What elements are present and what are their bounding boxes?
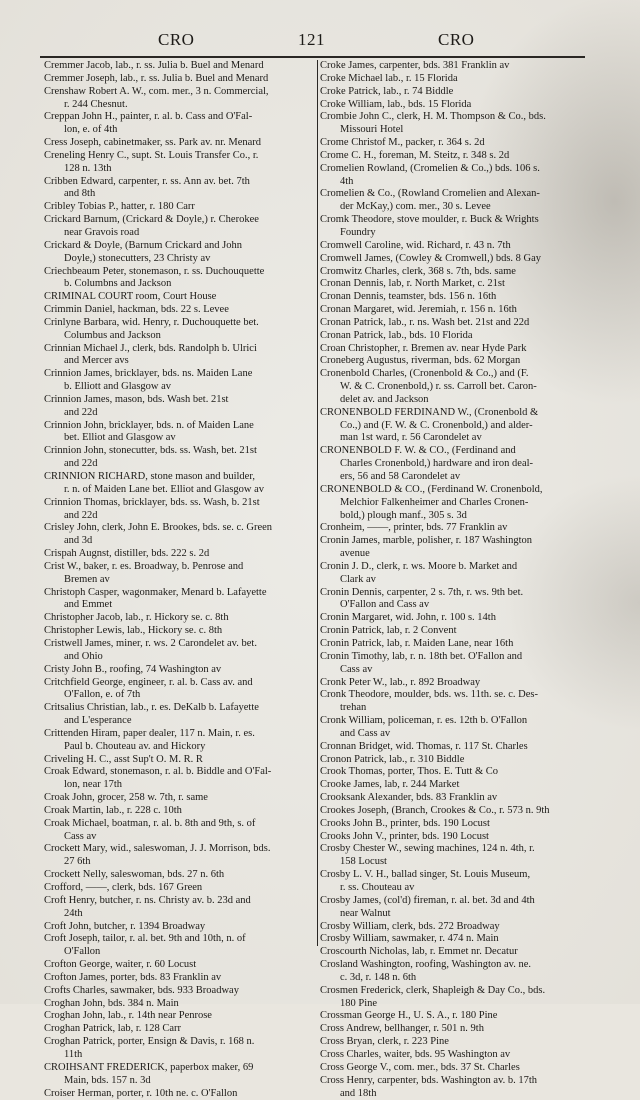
entry-continuation-line: lon, e. of 4th [44,124,117,137]
entry-line: Crossman George H., U. S. A., r. 180 Pine [320,1010,497,1023]
directory-entry [44,368,314,394]
directory-entry [320,754,596,767]
entry-line: Crickard & Doyle, (Barnum Crickard and John [44,240,242,253]
directory-entry [320,266,596,279]
directory-entry [320,921,596,934]
directory-entry [320,1062,596,1075]
directory-entry [320,304,596,317]
directory-entry [320,1049,596,1062]
entry-line: Croan Christopher, r. Bremen av. near Hyde Park [320,343,527,356]
entry-line: Crosby William, sawmaker, r. 474 n. Main [320,933,499,946]
entry-continuation-line: c. 3d, r. 148 n. 6th [320,972,416,985]
entry-line: Crockett Mary, wid., saleswoman, J. J. Morrison, bds. [44,843,271,856]
entry-line: Crosby William, clerk, bds. 272 Broadway [320,921,500,934]
directory-entry [44,497,314,523]
directory-entry [44,420,314,446]
directory-entry [44,1036,314,1062]
directory-entry [44,677,314,703]
entry-continuation-line: Columbus and Jackson [44,330,161,343]
entry-continuation-line: Melchior Falkenheimer and Charles Cronen- [320,497,528,510]
entry-line: Cronenbold Charles, (Cronenbold & Co.,) and (F. [320,368,529,381]
directory-entry [44,625,314,638]
entry-line: Croak Edward, stonemason, r. al. b. Biddle and O'Fal- [44,766,271,779]
directory-entry [44,394,314,420]
entry-line: Crimmin Daniel, hackman, bds. 22 s. Levee [44,304,229,317]
entry-line: Critsalius Christian, lab., r. es. DeKalb b. Lafayette [44,702,259,715]
directory-entry [44,73,314,86]
directory-entry [320,317,596,330]
entry-line: Cronk Peter W., lab., r. 892 Broadway [320,677,480,690]
entry-line: Crosby L. V. H., ballad singer, St. Louis Museum, [320,869,530,882]
directory-entry [44,150,314,176]
directory-entry [44,176,314,202]
directory-entry [320,253,596,266]
entry-line: Crinlyne Barbara, wid. Henry, r. Duchouquette bet. [44,317,259,330]
entry-line: Croak John, grocer, 258 w. 7th, r. same [44,792,208,805]
entry-line: CRONENBOLD FERDINAND W., (Cronenbold & [320,407,538,420]
directory-entry [44,985,314,998]
directory-entry [44,998,314,1011]
entry-line: Crome C. H., foreman, M. Steitz, r. 348 s. 2d [320,150,509,163]
entry-line: Crofford, ——, clerk, bds. 167 Green [44,882,202,895]
entry-line: Cromk Theodore, stove moulder, r. Buck & Wrights [320,214,539,227]
entry-continuation-line: and 22d [44,407,98,420]
entry-line: Cronk William, policeman, r. es. 12th b. O'Fallon [320,715,527,728]
entry-line: Cross Henry, carpenter, bds. Washington av. b. 17th [320,1075,537,1088]
entry-continuation-line: near Gravois road [44,227,139,240]
entry-continuation-line: 24th [44,908,83,921]
directory-entry [44,304,314,317]
entry-line: Cronan Dennis, lab, r. North Market, c. 21st [320,278,505,291]
directory-entry [44,1062,314,1088]
entry-line: Christopher Lewis, lab., Hickory se. c. 8th [44,625,222,638]
entry-line: Croke Patrick, lab., r. 74 Biddle [320,86,453,99]
entry-line: Crosby James, (col'd) fireman, r. al. bet. 3d and 4th [320,895,535,908]
directory-entry [320,625,596,638]
entry-continuation-line: Foundry [320,227,376,240]
entry-line: Crooke James, lab, r. 244 Market [320,779,459,792]
directory-entry [320,368,596,407]
directory-entry [44,1010,314,1023]
directory-entry [320,715,596,741]
directory-entry [320,677,596,690]
entry-continuation-line: and Mercer avs [44,355,129,368]
entry-line: Croghan John, bds. 384 n. Main [44,998,179,1011]
entry-continuation-line: Clark av [320,574,376,587]
entry-line: Croghan Patrick, porter, Ensign & Davis, r. 168 n. [44,1036,254,1049]
entry-continuation-line: trehan [320,702,366,715]
directory-entry [320,240,596,253]
entry-line: Cribley Tobias P., hatter, r. 180 Carr [44,201,195,214]
entry-continuation-line: Co.,) and (F. W. & C. Cronenbold,) and alder- [320,420,533,433]
directory-entry [44,869,314,882]
directory-entry [320,1075,596,1100]
entry-line: Cross Charles, waiter, bds. 95 Washington av [320,1049,510,1062]
entry-continuation-line: 4th [320,176,353,189]
directory-entry [44,471,314,497]
directory-entry [320,612,596,625]
entry-line: Cremmer Joseph, lab., r. ss. Julia b. Buel and Menard [44,73,268,86]
entry-line: Christopher Jacob, lab., r. Hickory se. c. 8th [44,612,229,625]
directory-entry [44,972,314,985]
directory-entry [320,831,596,844]
entry-continuation-line: b. Columbns and Jackson [44,278,171,291]
directory-entry [44,445,314,471]
entry-line: Crofton George, waiter, r. 60 Locust [44,959,196,972]
directory-entry [320,638,596,651]
entry-continuation-line: 27 6th [44,856,91,869]
entry-line: Croke Michael lab., r. 15 Florida [320,73,458,86]
directory-entry [44,638,314,664]
entry-continuation-line: bold,) plough manf., 305 s. 3d [320,510,467,523]
entry-line: Croscourth Nicholas, lab, r. Emmet nr. Decatur [320,946,518,959]
entry-continuation-line: and Ohio [44,651,103,664]
entry-line: Crinnian Michael J., clerk, bds. Randolph b. Ulrici [44,343,257,356]
directory-entry [44,754,314,767]
entry-line: Cronan Patrick, lab., r. ns. Wash bet. 21st and 22d [320,317,529,330]
entry-line: Cronan Margaret, wid. Jeremiah, r. 156 n. 16th [320,304,517,317]
entry-line: Crooksank Alexander, bds. 83 Franklin av [320,792,497,805]
right-guide-word: CRO [438,30,474,50]
directory-entry [320,73,596,86]
directory-entry [44,805,314,818]
entry-continuation-line: Cass av [320,664,372,677]
entry-line: Crisley John, clerk, John E. Brookes, bds. se. c. Green [44,522,272,535]
directory-entry [44,317,314,343]
entry-continuation-line: and Cass av [320,728,390,741]
directory-entry [320,651,596,677]
entry-continuation-line: and L'esperance [44,715,131,728]
entry-line: Crist W., baker, r. es. Broadway, b. Penrose and [44,561,243,574]
directory-entry [320,137,596,150]
entry-line: CROIHSANT FREDERICK, paperbox maker, 69 [44,1062,253,1075]
entry-line: Croneberg Augustus, riverman, bds. 62 Morgan [320,355,520,368]
directory-entry [44,201,314,214]
entry-line: Crosmen Frederick, clerk, Shapleigh & Day Co., bds. [320,985,545,998]
header-rule [40,56,585,58]
entry-line: Croke William, lab., bds. 15 Florida [320,99,471,112]
directory-entry [44,921,314,934]
entry-continuation-line: 11th [44,1049,82,1062]
directory-entry [320,343,596,356]
entry-continuation-line: and 3d [44,535,92,548]
entry-line: CRIMINAL COURT room, Court House [44,291,216,304]
directory-entry [320,330,596,343]
entry-line: Cromelien & Co., (Rowland Cromelien and Alexan- [320,188,540,201]
directory-entry [44,240,314,266]
directory-entry [44,137,314,150]
entry-line: Crinnion John, stonecutter, bds. ss. Wash, bet. 21st [44,445,257,458]
directory-entry [320,741,596,754]
entry-line: Cress Joseph, cabinetmaker, ss. Park av. nr. Menard [44,137,261,150]
directory-entry [44,702,314,728]
entry-line: Croiser Herman, porter, r. 10th ne. c. O'Fallon [44,1088,237,1100]
entry-continuation-line: bet. Elliot and Glasgow av [44,432,176,445]
entry-line: Cronin Patrick, lab, r. Maiden Lane, near 16th [320,638,513,651]
entry-line: Crofton James, porter, bds. 83 Franklin av [44,972,221,985]
entry-continuation-line: b. Elliott and Glasgow av [44,381,171,394]
directory-entry [44,214,314,240]
entry-continuation-line: r. n. of Maiden Lane bet. Elliot and Glasgow av [44,484,264,497]
directory-entry [320,150,596,163]
directory-entry [44,291,314,304]
entry-continuation-line: and 22d [44,510,98,523]
entry-continuation-line: O'Fallon, e. of 7th [44,689,140,702]
directory-entry [320,869,596,895]
entry-line: Crosland Washington, roofing, Washington av. ne. [320,959,531,972]
entry-line: Cronin J. D., clerk, r. ws. Moore b. Market and [320,561,517,574]
entry-continuation-line: Bremen av [44,574,110,587]
entry-line: Croft John, butcher, r. 1394 Broadway [44,921,205,934]
directory-entry [44,266,314,292]
entry-continuation-line: lon, near 17th [44,779,122,792]
entry-line: Cronan Patrick, lab., bds. 10 Florida [320,330,473,343]
directory-entry [320,1023,596,1036]
entry-line: Cronin Timothy, lab, r. n. 18th bet. O'Fallon and [320,651,522,664]
directory-entry [44,933,314,959]
directory-entry [320,689,596,715]
entry-line: Cronnan Bridget, wid. Thomas, r. 117 St. Charles [320,741,528,754]
entry-line: Cronon Patrick, lab., r. 310 Biddle [320,754,464,767]
directory-entry [320,1036,596,1049]
entry-continuation-line: Doyle,) stonecutters, 23 Christy av [44,253,210,266]
entry-continuation-line: and 18th [320,1088,376,1100]
entry-line: Cristy John B., roofing, 74 Washington av [44,664,221,677]
directory-entry [320,163,596,189]
directory-entry [320,484,596,523]
entry-continuation-line: Main, bds. 157 n. 3d [44,1075,151,1088]
entry-line: Criveling H. C., asst Sup't O. M. R. R [44,754,203,767]
entry-continuation-line: r. ss. Chouteau av [320,882,414,895]
entry-line: Croak Martin, lab., r. 228 c. 10th [44,805,182,818]
entry-line: Crenshaw Robert A. W., com. mer., 3 n. Commercial, [44,86,269,99]
entry-line: Cromwitz Charles, clerk, 368 s. 7th, bds. same [320,266,516,279]
directory-entry [320,60,596,73]
entry-line: Crinnion John, bricklayer, bds. n. of Maiden Lane [44,420,254,433]
directory-entry [44,522,314,548]
left-guide-word: CRO [158,30,194,50]
directory-entry [44,86,314,112]
entry-line: Crinnion Thomas, bricklayer, bds. ss. Wash, b. 21st [44,497,260,510]
entry-continuation-line: and 8th [44,188,95,201]
entry-line: Crookes Joseph, (Branch, Crookes & Co., r. 573 n. 9th [320,805,550,818]
directory-entry [320,1010,596,1023]
directory-entry [320,291,596,304]
entry-line: Cromelien Rowland, (Cromelien & Co.,) bds. 106 s. [320,163,540,176]
entry-continuation-line: Cass av [44,831,96,844]
directory-entry [320,587,596,613]
entry-line: Crofts Charles, sawmaker, bds. 933 Broadway [44,985,239,998]
directory-entry [44,1023,314,1036]
entry-line: Croft Joseph, tailor, r. al. bet. 9th and 10th, n. of [44,933,246,946]
directory-entry [44,111,314,137]
entry-line: Crinnion James, mason, bds. Wash bet. 21st [44,394,228,407]
entry-line: Cronan Dennis, teamster, bds. 156 n. 16th [320,291,496,304]
entry-line: Cromwell James, (Cowley & Cromwell,) bds. 8 Gay [320,253,541,266]
entry-line: Croke James, carpenter, bds. 381 Franklin av [320,60,509,73]
entry-line: Crooks John V., printer, bds. 190 Locust [320,831,489,844]
directory-entry [320,933,596,946]
directory-entry [320,561,596,587]
entry-line: Cromwell Caroline, wid. Richard, r. 43 n. 7th [320,240,511,253]
right-column [320,60,596,1100]
directory-entry [44,343,314,369]
directory-entry [320,445,596,484]
entry-continuation-line: Paul b. Chouteau av. and Hickory [44,741,205,754]
entry-line: Creneling Henry C., supt. St. Louis Transfer Co., r. [44,150,258,163]
directory-entry [44,612,314,625]
directory-entry [44,587,314,613]
entry-line: Crombie John C., clerk, H. M. Thompson & Co., bds. [320,111,546,124]
directory-entry [44,895,314,921]
directory-entry [320,535,596,561]
entry-continuation-line: der McKay,) com. mer., 30 s. Levee [320,201,491,214]
entry-line: Croghan Patrick, lab, r. 128 Carr [44,1023,181,1036]
entry-line: CRONENBOLD F. W. & CO., (Ferdinand and [320,445,516,458]
entry-continuation-line: Charles Cronenbold,) hardware and iron deal- [320,458,533,471]
directory-entry [320,985,596,1011]
entry-continuation-line: man 1st ward, r. 56 Carondelet av [320,432,482,445]
page-header [0,30,640,54]
directory-entry [320,99,596,112]
directory-entry [320,818,596,831]
entry-line: Cristwell James, miner, r. ws. 2 Carondelet av. bet. [44,638,257,651]
entry-continuation-line: O'Fallon [44,946,100,959]
directory-entry [320,355,596,368]
entry-line: Crockett Nelly, saleswoman, bds. 27 n. 6th [44,869,224,882]
entry-line: Crinnion James, bricklayer, bds. ns. Maiden Lane [44,368,252,381]
directory-entry [44,728,314,754]
entry-line: Criechbeaum Peter, stonemason, r. ss. Duchouquette [44,266,264,279]
directory-entry [44,959,314,972]
directory-entry [320,805,596,818]
entry-line: Croghan John, lab., r. 14th near Penrose [44,1010,212,1023]
entry-continuation-line: 158 Locust [320,856,387,869]
directory-entry [320,522,596,535]
entry-continuation-line: near Walnut [320,908,391,921]
directory-entry [44,664,314,677]
directory-entry [320,779,596,792]
directory-entry [44,792,314,805]
entry-line: Cronin James, marble, polisher, r. 187 Washington [320,535,532,548]
entry-continuation-line: O'Fallon and Cass av [320,599,429,612]
directory-entry [320,407,596,446]
entry-line: Crosby Chester W., sewing machines, 124 n. 4th, r. [320,843,535,856]
entry-continuation-line: W. & C. Cronenbold,) r. ss. Carroll bet. Caron- [320,381,537,394]
entry-line: Crispah Augnst, distiller, bds. 222 s. 2d [44,548,209,561]
entry-line: Cross Andrew, bellhanger, r. 501 n. 9th [320,1023,484,1036]
directory-entry [44,1088,314,1100]
directory-entry [44,843,314,869]
entry-line: CRINNION RICHARD, stone mason and builder, [44,471,255,484]
entry-continuation-line: and 22d [44,458,98,471]
entry-line: Cronin Patrick, lab, r. 2 Convent [320,625,457,638]
directory-entry [44,548,314,561]
entry-continuation-line: Missouri Hotel [320,124,403,137]
directory-entry [320,86,596,99]
entry-line: Croft Henry, butcher, r. ns. Christy av. b. 23d and [44,895,251,908]
directory-entry [320,214,596,240]
directory-entry [44,766,314,792]
entry-line: Cronin Dennis, carpenter, 2 s. 7th, r. ws. 9th bet. [320,587,523,600]
directory-entry [320,895,596,921]
entry-line: Crome Christof M., packer, r. 364 s. 2d [320,137,485,150]
entry-line: Crittenden Hiram, paper dealer, 117 n. Main, r. es. [44,728,255,741]
entry-line: Cross Bryan, clerk, r. 223 Pine [320,1036,449,1049]
entry-line: Cronin Margaret, wid. John, r. 100 s. 14th [320,612,496,625]
page-number: 121 [298,30,325,50]
column-divider [317,60,318,946]
entry-continuation-line: 180 Pine [320,998,377,1011]
directory-entry [320,278,596,291]
entry-continuation-line: and Emmet [44,599,112,612]
directory-entry [320,946,596,959]
entry-line: Creppan John H., painter, r. al. b. Cass and O'Fal- [44,111,252,124]
entry-line: CRONENBOLD & CO., (Ferdinand W. Cronenbold, [320,484,543,497]
directory-entry [320,843,596,869]
entry-line: Cross George V., com. mer., bds. 37 St. Charles [320,1062,520,1075]
directory-entry [44,561,314,587]
entry-line: Christoph Casper, wagonmaker, Menard b. Lafayette [44,587,267,600]
entry-continuation-line: 128 n. 13th [44,163,112,176]
entry-line: Crickard Barnum, (Crickard & Doyle,) r. Cherokee [44,214,259,227]
entry-line: Crooks John B., printer, bds. 190 Locust [320,818,490,831]
directory-entry [44,818,314,844]
directory-entry [320,959,596,985]
entry-continuation-line: avenue [320,548,370,561]
directory-entry [44,882,314,895]
directory-entry [320,188,596,214]
directory-entry [44,60,314,73]
entry-line: Critchfield George, engineer, r. al. b. Cass av. and [44,677,253,690]
directory-entry [320,792,596,805]
entry-continuation-line: ers, 56 and 58 Carondelet av [320,471,460,484]
entry-continuation-line: delet av. and Jackson [320,394,429,407]
left-column [44,60,314,1100]
entry-line: Croak Michael, boatman, r. al. b. 8th and 9th, s. of [44,818,255,831]
entry-line: Cremmer Jacob, lab., r. ss. Julia b. Buel and Menard [44,60,264,73]
entry-line: Cronheim, ——, printer, bds. 77 Franklin av [320,522,507,535]
entry-line: Cronk Theodore, moulder, bds. ws. 11th. se. c. Des- [320,689,538,702]
entry-line: Crook Thomas, porter, Thos. E. Tutt & Co [320,766,498,779]
entry-continuation-line: r. 244 Chesnut. [44,99,128,112]
entry-line: Cribben Edward, carpenter, r. ss. Ann av. bet. 7th [44,176,250,189]
directory-entry [320,111,596,137]
directory-entry [320,766,596,779]
